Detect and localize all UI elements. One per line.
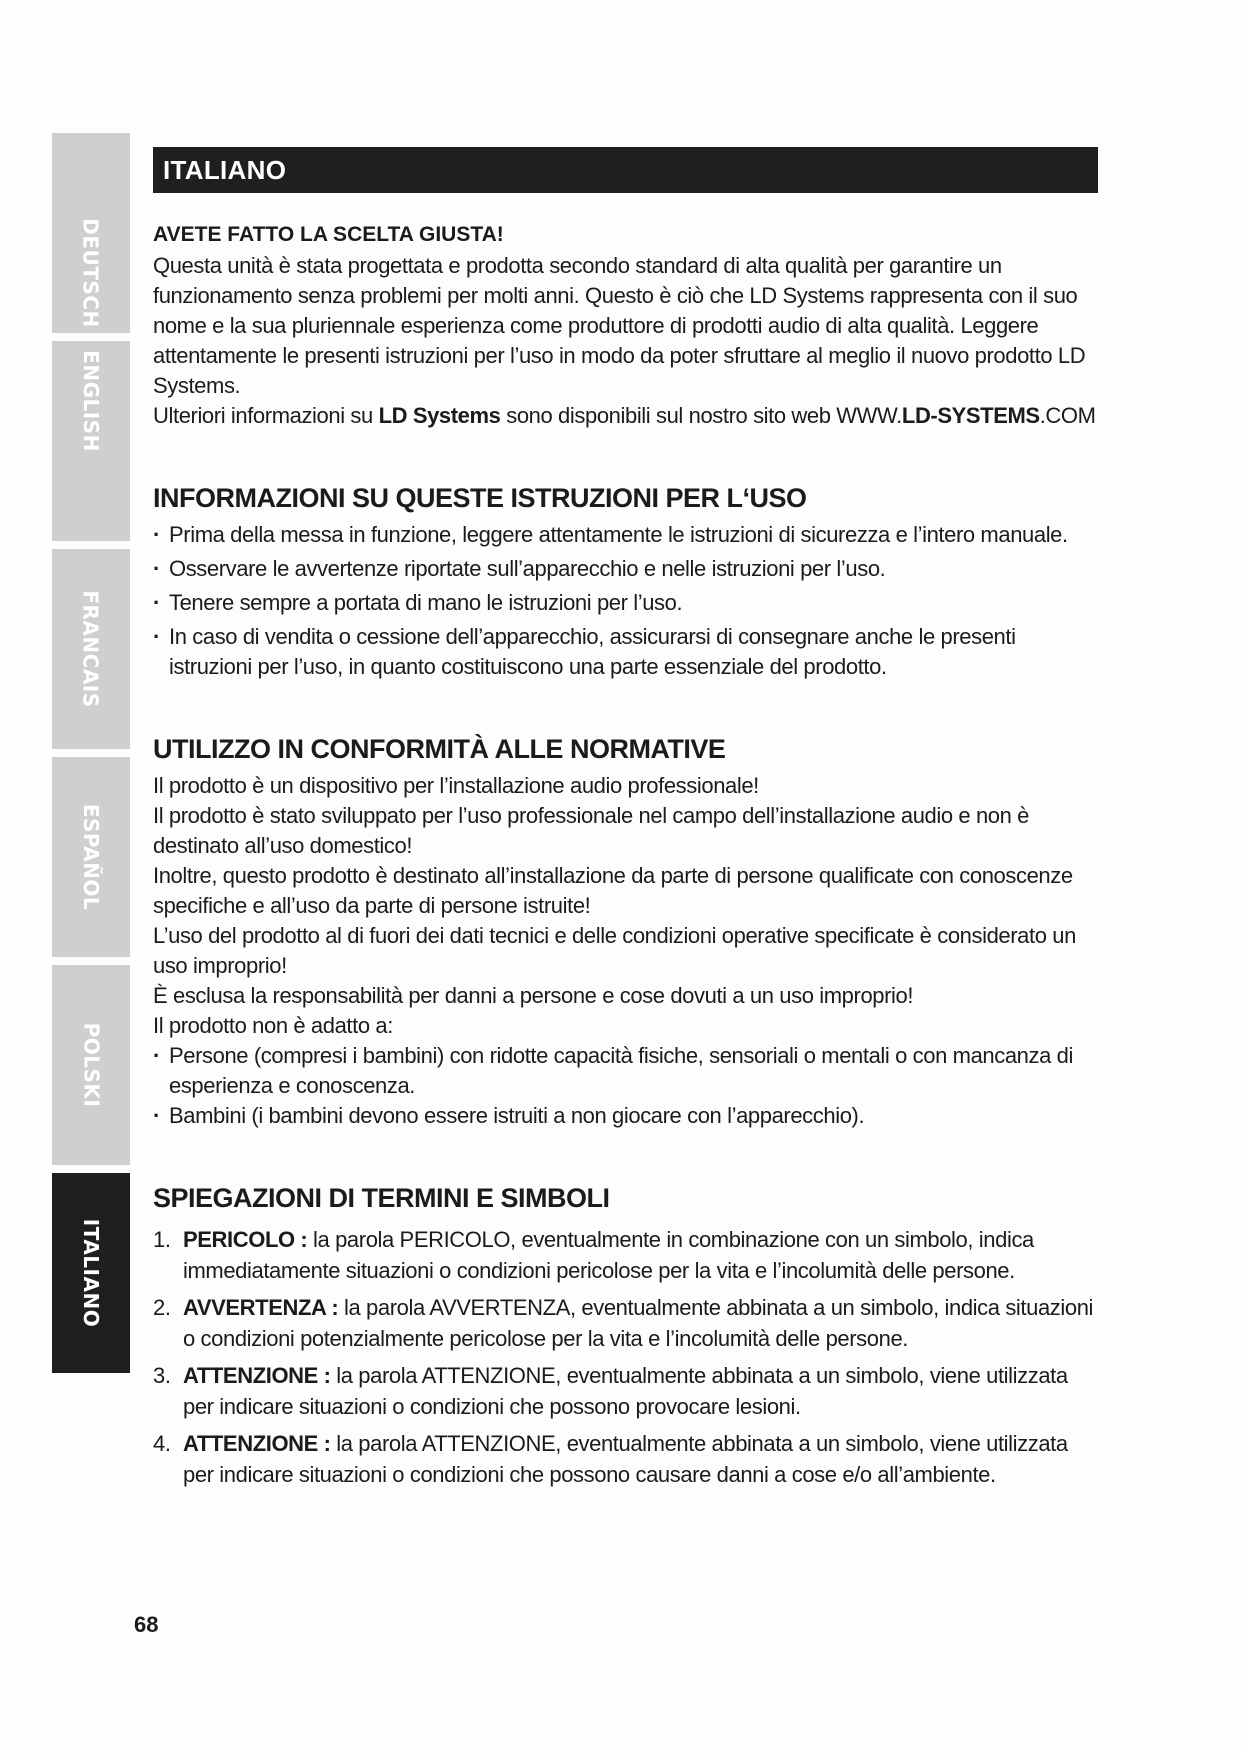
page-title: ITALIANO <box>163 154 287 185</box>
term-number: 2. <box>153 1295 171 1320</box>
section-usage <box>153 734 1098 1131</box>
tab-deutsch[interactable] <box>52 133 130 333</box>
usage-paragraph: L’uso del prodotto al di fuori dei dati tecnici e delle condizioni operative specificate è considerato un uso improprio! <box>153 923 1076 978</box>
usage-paragraph: Il prodotto è stato sviluppato per l’uso professionale nel campo dell’installazione audio e non è destinato all’uso domestico! <box>153 803 1030 858</box>
intro-paragraph: Questa unità è stata progettata e prodotta secondo standard di alta qualità per garantire un funzionamento senza problemi per molti anni. Questo è ciò che LD Systems rappresenta con il suo nome e la sua pluriennale esperienza come produttore di prodotti audio di alta qualità. Leggere attentamente le presenti istruzioni per l’uso in modo da poter sfruttare al meglio il nuovo prodotto LD Systems. <box>153 253 1086 398</box>
list-item: · Tenere sempre a portata di mano le istruzioni per l’uso. <box>153 588 1098 618</box>
term-item <box>153 1360 1098 1422</box>
section-terms <box>153 1183 1098 1490</box>
section-terms-heading: SPIEGAZIONI DI TERMINI E SIMBOLI <box>153 1183 610 1213</box>
tab-english[interactable] <box>52 341 130 541</box>
term-number: 1. <box>153 1227 171 1252</box>
term-number: 4. <box>153 1431 171 1456</box>
intro-heading: AVETE FATTO LA SCELTA GIUSTA! <box>153 223 504 246</box>
term-text: la parola ATTENZIONE, eventualmente abbinata a un simbolo, viene utilizzata per indicare situazioni o condizioni che possono provocare lesioni. <box>183 1363 1068 1419</box>
tab-italiano-label: ITALIANO <box>79 1218 104 1328</box>
page-title-bar <box>153 147 1098 193</box>
usage-paragraph: Il prodotto non è adatto a: <box>153 1013 393 1038</box>
tab-english-label: ENGLISH <box>79 350 103 452</box>
term-text: la parola AVVERTENZA, eventualmente abbinata a un simbolo, indica situazioni o condizioni potenzialmente pericolose per la vita e l’incolumità delle persone. <box>183 1295 1094 1351</box>
tab-italiano[interactable] <box>52 1173 130 1373</box>
term-text: la parola ATTENZIONE, eventualmente abbinata a un simbolo, viene utilizzata per indicare situazioni o condizioni che possono causare danni a cose e/o all’ambiente. <box>183 1431 1068 1487</box>
website-link[interactable]: LD-SYSTEMS <box>901 403 1040 428</box>
list-item: · Prima della messa in funzione, leggere attentamente le istruzioni di sicurezza e l’intero manuale. <box>153 520 1098 550</box>
section-usage-heading: UTILIZZO IN CONFORMITÀ ALLE NORMATIVE <box>153 734 726 764</box>
term-label: ATTENZIONE : <box>183 1431 331 1456</box>
list-item: · In caso di vendita o cessione dell’apparecchio, assicurarsi di consegnare anche le presenti istruzioni per l’uso, in quanto costituiscono una parte essenziale del prodotto. <box>153 622 1098 682</box>
tab-deutsch-label: DEUTSCH <box>79 218 103 328</box>
term-item <box>153 1428 1098 1490</box>
term-item <box>153 1224 1098 1286</box>
term-item <box>153 1292 1098 1354</box>
list-item: · Osservare le avvertenze riportate sull’apparecchio e nelle istruzioni per l’uso. <box>153 554 1098 584</box>
usage-paragraph: È esclusa la responsabilità per danni a persone e cose dovuti a un uso improprio! <box>153 983 914 1008</box>
tab-polski-label: POLSKI <box>79 1022 103 1108</box>
list-item: · Bambini (i bambini devono essere istruiti a non giocare con l’apparecchio). <box>153 1101 1098 1131</box>
tab-espanol-label: ESPAÑOL <box>79 803 104 911</box>
page-number: 68 <box>134 1612 159 1637</box>
more-middle: sono disponibili sul nostro sito web WWW. <box>500 403 902 428</box>
tab-espanol[interactable] <box>52 757 130 957</box>
term-label: PERICOLO : <box>183 1227 308 1252</box>
usage-paragraph: Il prodotto è un dispositivo per l’installazione audio professionale! <box>153 773 759 798</box>
brand-name: LD Systems <box>378 403 501 428</box>
more-suffix: .COM <box>1039 403 1096 428</box>
list-item: · Persone (compresi i bambini) con ridotte capacità fisiche, sensoriali o mentali o con mancanza di esperienza e conoscenza. <box>153 1041 1098 1101</box>
section-instructions-heading: INFORMAZIONI SU QUESTE ISTRUZIONI PER L‘USO <box>153 483 807 513</box>
term-text: la parola PERICOLO, eventualmente in combinazione con un simbolo, indica immediatamente situazioni o condizioni pericolose per la vita e l’incolumità delle persone. <box>183 1227 1034 1283</box>
page-content <box>153 147 1098 1496</box>
usage-paragraph: Inoltre, questo prodotto è destinato all’installazione da parte di persone qualificate con conoscenze specifiche e all’uso da parte di persone istruite! <box>153 863 1073 918</box>
tab-polski[interactable] <box>52 965 130 1165</box>
intro-more-info <box>153 401 1098 431</box>
term-number: 3. <box>153 1363 171 1388</box>
section-instructions <box>153 483 1098 682</box>
tab-francais[interactable] <box>52 549 130 749</box>
term-label: ATTENZIONE : <box>183 1363 331 1388</box>
term-label: AVVERTENZA : <box>183 1295 339 1320</box>
tab-francais-label: FRANCAIS <box>79 590 103 708</box>
more-prefix: Ulteriori informazioni su <box>153 403 379 428</box>
